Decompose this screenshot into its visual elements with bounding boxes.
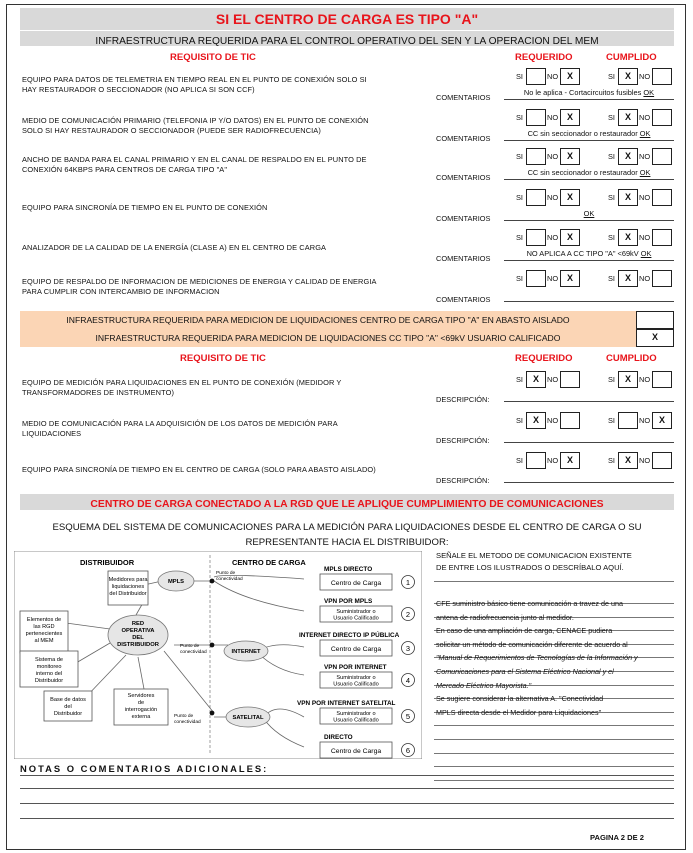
no-checkbox[interactable] (652, 148, 672, 165)
no-checkbox[interactable] (652, 68, 672, 85)
no-label: NO (639, 193, 651, 202)
svg-text:conectividad: conectividad (174, 720, 201, 725)
no-label: NO (639, 274, 651, 283)
comentarios-label: COMENTARIOS (436, 134, 491, 143)
requirement-line: EQUIPO PARA SINCRONÍA DE TIEMPO EN EL CENTRO DE CARGA (SOLO PARA ABASTO AISLADO) (22, 465, 376, 474)
si-label: SI (608, 456, 615, 465)
si-label: SI (608, 375, 615, 384)
no-checkbox[interactable] (652, 109, 672, 126)
svg-text:OPERATIVA: OPERATIVA (121, 628, 155, 634)
no-checkbox[interactable] (560, 371, 580, 388)
si-label: SI (608, 274, 615, 283)
si-checkbox[interactable] (526, 270, 546, 287)
comment-ok: OK (640, 249, 652, 258)
no-checkbox[interactable]: X (652, 412, 672, 429)
requirement-line: MEDIO DE COMUNICACIÓN PRIMARIO (TELEFONIA IP Y/O DATOS) EN EL PUNTO DE CONEXIÓN (22, 116, 369, 125)
option-number: 2 (405, 610, 411, 619)
description-text: MPLS directa desde el Medidor para Liquidaciones" (436, 707, 602, 717)
no-checkbox[interactable]: X (560, 148, 580, 165)
si-checkbox[interactable] (526, 68, 546, 85)
si-checkbox[interactable]: X (526, 412, 546, 429)
descripcion-underline[interactable] (504, 442, 674, 443)
instruction-line2: DE ENTRE LOS ILUSTRADOS O DESCRÍBALO AQUÍ. (436, 563, 624, 572)
comment-ok: OK (639, 129, 651, 138)
no-checkbox[interactable] (652, 452, 672, 469)
svg-text:al MEM: al MEM (34, 638, 54, 644)
svg-text:SATELITAL: SATELITAL (232, 715, 264, 721)
description-text: En caso de una ampliación de carga, CENACE pudiera (436, 626, 613, 636)
comment-underline (504, 260, 674, 261)
description-text: antena de radiofrecuencia junto al medidor. (436, 612, 574, 622)
svg-text:liquidaciones: liquidaciones (111, 584, 145, 590)
comment-text: CC sin seccionador o restaurador (527, 168, 638, 177)
rgd-banner-text: CENTRO DE CARGA CONECTADO A LA RGD QUE LE APLIQUE CUMPLIMIENTO DE COMUNICACIONES (90, 499, 604, 510)
requirement-line: HAY RESTAURADOR O SECCIONADOR (NO APLICA SI SON CCF) (22, 85, 255, 94)
si-label: SI (608, 416, 615, 425)
no-label: NO (639, 113, 651, 122)
svg-text:Medidores para: Medidores para (108, 577, 148, 583)
option-box-label: Usuario Calificado (333, 717, 379, 724)
no-label: NO (639, 456, 651, 465)
si-label: SI (516, 274, 523, 283)
requirement-line: TRANSFORMADORES DE INSTRUMENTO) (22, 388, 175, 397)
svg-text:conectividad: conectividad (180, 650, 207, 655)
requirement-text (22, 243, 422, 253)
option-box-label: Centro de Carga (330, 748, 382, 755)
svg-text:Sistema de: Sistema de (35, 657, 63, 663)
si-checkbox[interactable]: X (618, 148, 638, 165)
svg-text:Punto de: Punto de (216, 571, 236, 576)
no-label: NO (639, 375, 651, 384)
svg-text:Punto de: Punto de (180, 644, 200, 649)
no-label: NO (547, 416, 559, 425)
option-box-label: Suministrador o (336, 609, 376, 615)
page-title: SI EL CENTRO DE CARGA ES TIPO "A" (215, 11, 479, 27)
requirement-line: PARA CUMPLIR CON INTERCAMBIO DE INFORMACION (22, 287, 220, 296)
svg-text:Elementos de: Elementos de (26, 617, 62, 623)
no-label: NO (547, 456, 559, 465)
si-checkbox[interactable] (526, 189, 546, 206)
comment-field[interactable] (504, 88, 674, 97)
aislado-checkbox-1[interactable] (636, 311, 674, 329)
option-box-label: Usuario Calificado (333, 615, 379, 622)
no-label: NO (547, 233, 559, 242)
si-label: SI (608, 113, 615, 122)
description-text: Comunicaciones para el Sistema Eléctrico Nacional y el (436, 667, 614, 676)
svg-text:de: de (137, 700, 145, 706)
svg-text:las RGD: las RGD (33, 624, 55, 630)
col-requisito: REQUISITO DE TIC (170, 52, 256, 63)
svg-text:del Distribuidor: del Distribuidor (109, 591, 147, 597)
si-checkbox[interactable]: X (618, 68, 638, 85)
requirement-text (22, 116, 422, 136)
option-box-label: Suministrador o (336, 675, 376, 681)
si-checkbox[interactable] (526, 109, 546, 126)
requirement-text (22, 465, 422, 475)
option-box-label: Usuario Calificado (333, 681, 379, 688)
no-checkbox[interactable] (652, 270, 672, 287)
no-checkbox[interactable]: X (560, 189, 580, 206)
descripcion-label: DESCRIPCIÓN: (436, 436, 490, 445)
no-checkbox[interactable] (652, 371, 672, 388)
si-label: SI (516, 456, 523, 465)
section-subtitle: INFRAESTRUCTURA REQUERIDA PARA EL CONTROL OPERATIVO DEL SEN Y LA OPERACION DEL MEM (95, 36, 599, 47)
svg-text:pertenecientes: pertenecientes (25, 631, 63, 637)
notes-line[interactable] (20, 803, 674, 804)
no-checkbox[interactable] (652, 229, 672, 246)
si-label: SI (608, 152, 615, 161)
si-label: SI (516, 152, 523, 161)
comment-ok: OK (643, 88, 655, 97)
no-checkbox[interactable]: X (560, 452, 580, 469)
comment-text: NO APLICA A CC TIPO "A" <69kV (526, 249, 639, 258)
col-cumplido-2: CUMPLIDO (606, 353, 657, 364)
notes-line[interactable] (20, 788, 674, 789)
si-label: SI (608, 233, 615, 242)
title-banner (20, 8, 674, 30)
description-text: "Manual de Requerimientos de Tecnologías de la Información y (436, 653, 638, 663)
no-label: NO (547, 375, 559, 384)
svg-text:INTERNET: INTERNET (231, 649, 261, 655)
svg-text:Distribuidor: Distribuidor (53, 711, 83, 717)
svg-text:interno del: interno del (35, 671, 63, 677)
si-label: SI (516, 416, 523, 425)
requirement-line: ANCHO DE BANDA PARA EL CANAL PRIMARIO Y EN EL CANAL DE RESPALDO EN EL PUNTO DE (22, 155, 367, 164)
svg-text:conectividad: conectividad (216, 577, 243, 582)
no-label: NO (547, 113, 559, 122)
descripcion-label: DESCRIPCIÓN: (436, 476, 490, 485)
option-title: VPN POR INTERNET SATELITAL (297, 700, 396, 707)
requirement-line: EQUIPO DE RESPALDO DE INFORMACION DE MEDICIONES DE ENERGIA Y CALIDAD DE ENERGIA (22, 277, 377, 286)
option-box-label: Suministrador o (336, 711, 376, 717)
si-label: SI (608, 72, 615, 81)
aislado-checkbox-2[interactable]: X (636, 329, 674, 347)
si-checkbox[interactable] (526, 452, 546, 469)
col-cumplido: CUMPLIDO (606, 52, 657, 63)
si-checkbox[interactable]: X (618, 270, 638, 287)
svg-text:RED: RED (131, 621, 145, 627)
descripcion-underline[interactable] (504, 482, 674, 483)
requirement-text (22, 203, 422, 213)
si-checkbox[interactable]: X (618, 109, 638, 126)
si-label: SI (516, 233, 523, 242)
no-checkbox[interactable] (560, 412, 580, 429)
option-number: 5 (405, 712, 411, 721)
esquema-heading (20, 520, 674, 550)
comment-field[interactable] (504, 168, 674, 177)
communications-diagram (14, 551, 422, 759)
si-checkbox[interactable]: X (618, 229, 638, 246)
option-number: 6 (405, 746, 411, 755)
si-checkbox[interactable]: X (618, 452, 638, 469)
si-checkbox[interactable] (526, 148, 546, 165)
svg-text:monitoreo: monitoreo (36, 664, 62, 670)
comment-underline (504, 301, 674, 302)
description-text: Mercado Eléctrico Mayorista." (436, 680, 532, 690)
description-line[interactable] (434, 780, 674, 781)
page-number: PAGINA 2 DE 2 (590, 833, 645, 842)
si-checkbox[interactable] (618, 412, 638, 429)
notes-line[interactable] (20, 775, 674, 776)
comment-underline (504, 140, 674, 141)
no-checkbox[interactable]: X (560, 68, 580, 85)
svg-text:externa: externa (131, 714, 151, 720)
option-number: 3 (405, 644, 411, 653)
option-number: 4 (405, 676, 411, 685)
svg-text:interrogación: interrogación (124, 707, 158, 713)
comment-field[interactable] (504, 209, 674, 218)
comment-text: No le aplica - Cortacircuitos fusibles (523, 88, 642, 97)
comment-field[interactable] (504, 249, 674, 258)
option-title: VPN POR INTERNET (324, 664, 387, 671)
comment-underline (504, 220, 674, 221)
si-label: SI (516, 72, 523, 81)
descripcion-label: DESCRIPCIÓN: (436, 395, 490, 404)
diagram-distribuidor-label: DISTRIBUIDOR (80, 558, 135, 567)
notes-title: NOTAS O COMENTARIOS ADICIONALES: (20, 763, 269, 774)
aislado-line1: INFRAESTRUCTURA REQUERIDA PARA MEDICION DE LIQUIDACIONES CENTRO DE CARGA TIPO "A" EN ABASTO AISLADO (66, 315, 570, 325)
description-line[interactable] (434, 739, 674, 740)
no-checkbox[interactable]: X (560, 270, 580, 287)
si-label: SI (608, 193, 615, 202)
option-title: DIRECTO (324, 734, 353, 741)
requirement-line: SOLO SI HAY RESTAURADOR O SECCIONADOR (PUEDE SER RADIOFRECUENCIA) (22, 126, 321, 135)
description-line[interactable] (434, 581, 674, 582)
option-box-label: Centro de Carga (330, 646, 382, 653)
option-title: VPN POR MPLS (324, 598, 373, 605)
method-instruction (436, 550, 632, 574)
esquema-line1: ESQUEMA DEL SISTEMA DE COMUNICACIONES PARA LA MEDICIÓN PARA LIQUIDACIONES DESDE EL CENTRO DE CARGA O SU (52, 522, 642, 533)
no-checkbox[interactable]: X (560, 109, 580, 126)
requirement-text (22, 75, 422, 95)
comment-underline (504, 179, 674, 180)
si-checkbox[interactable]: X (618, 189, 638, 206)
comment-underline (504, 99, 674, 100)
option-title: INTERNET DIRECTO IP PÚBLICA (299, 632, 400, 639)
no-label: NO (639, 72, 651, 81)
col-requerido-2: REQUERIDO (515, 353, 573, 364)
comment-ok: OK (583, 209, 595, 218)
requirement-line: EQUIPO PARA SINCRONÍA DE TIEMPO EN EL PUNTO DE CONEXIÓN (22, 203, 268, 212)
option-title: MPLS DIRECTO (324, 566, 373, 573)
requirement-text (22, 419, 422, 439)
diagram-cc-label: CENTRO DE CARGA (232, 558, 306, 567)
instruction-line1: SEÑALE EL METODO DE COMUNICACION EXISTENTE (436, 551, 632, 560)
rgd-banner (20, 494, 674, 510)
no-label: NO (547, 274, 559, 283)
requirement-line: LIQUIDACIONES (22, 429, 82, 438)
svg-text:Base de datos: Base de datos (50, 697, 86, 703)
subtitle-banner (20, 31, 674, 46)
col-requerido: REQUERIDO (515, 52, 573, 63)
svg-text:del: del (64, 704, 72, 710)
no-label: NO (639, 416, 651, 425)
col-requisito-2: REQUISITO DE TIC (180, 353, 266, 364)
comentarios-label: COMENTARIOS (436, 254, 491, 263)
svg-text:Punto de: Punto de (174, 714, 194, 719)
notes-line[interactable] (20, 818, 674, 819)
no-label: NO (547, 152, 559, 161)
si-checkbox[interactable]: X (526, 371, 546, 388)
comentarios-label: COMENTARIOS (436, 295, 491, 304)
description-text: Se sugiere considerar la alternativa A. "Conectividad (436, 694, 604, 704)
si-checkbox[interactable] (526, 229, 546, 246)
requirement-line: ANALIZADOR DE LA CALIDAD DE LA ENERGÍA (CLASE A) EN EL CENTRO DE CARGA (22, 243, 327, 252)
no-label: NO (639, 152, 651, 161)
si-checkbox[interactable]: X (618, 371, 638, 388)
description-line[interactable] (434, 766, 674, 767)
no-label: NO (547, 72, 559, 81)
no-checkbox[interactable] (652, 189, 672, 206)
requirement-line: CONEXIÓN 64KBPS PARA CENTROS DE CARGA TIPO "A" (22, 165, 228, 174)
requirement-line: MEDIO DE COMUNICACIÓN PARA LA ADQUISICIÓN DE LOS DATOS DE MEDICIÓN PARA (22, 419, 338, 428)
si-label: SI (516, 375, 523, 384)
comentarios-label: COMENTARIOS (436, 173, 491, 182)
comment-ok: OK (639, 168, 651, 177)
description-text: solicitar un método de comunicación diferente de acuerdo al (436, 639, 628, 649)
comentarios-label: COMENTARIOS (436, 93, 491, 102)
svg-text:DEL: DEL (132, 635, 144, 641)
no-label: NO (639, 233, 651, 242)
requirement-line: EQUIPO DE MEDICIÓN PARA LIQUIDACIONES EN EL PUNTO DE CONEXIÓN (MEDIDOR Y (22, 378, 342, 387)
description-text: CFE suministro básico tiene comunicación a travez de una (436, 599, 623, 608)
comment-text: CC sin seccionador o restaurador (527, 129, 638, 138)
no-label: NO (547, 193, 559, 202)
si-label: SI (516, 113, 523, 122)
comentarios-label: COMENTARIOS (436, 214, 491, 223)
requirement-text (22, 155, 422, 175)
esquema-line2: REPRESENTANTE HACIA EL DISTRIBUIDOR: (245, 537, 449, 548)
option-box-label: Centro de Carga (330, 580, 382, 587)
aislado-line2: INFRAESTRUCTURA REQUERIDA PARA MEDICION DE LIQUIDACIONES CC TIPO "A" <69kV USUARIO CALIFICADO (95, 333, 561, 343)
requirement-line: EQUIPO PARA DATOS DE TELEMETRIA EN TIEMPO REAL EN EL PUNTO DE CONEXIÓN SOLO SI (22, 75, 367, 84)
requirement-text (22, 277, 422, 297)
description-line[interactable] (434, 725, 674, 726)
svg-text:Servidores: Servidores (127, 693, 155, 699)
svg-text:Distribuidor: Distribuidor (34, 678, 64, 684)
si-label: SI (516, 193, 523, 202)
option-number: 1 (405, 578, 411, 587)
description-line[interactable] (434, 753, 674, 754)
svg-text:MPLS: MPLS (167, 579, 185, 585)
no-checkbox[interactable]: X (560, 229, 580, 246)
requirement-text (22, 378, 422, 398)
comment-field[interactable] (504, 129, 674, 138)
svg-text:DISTRIBUIDOR: DISTRIBUIDOR (117, 642, 159, 648)
descripcion-underline[interactable] (504, 401, 674, 402)
